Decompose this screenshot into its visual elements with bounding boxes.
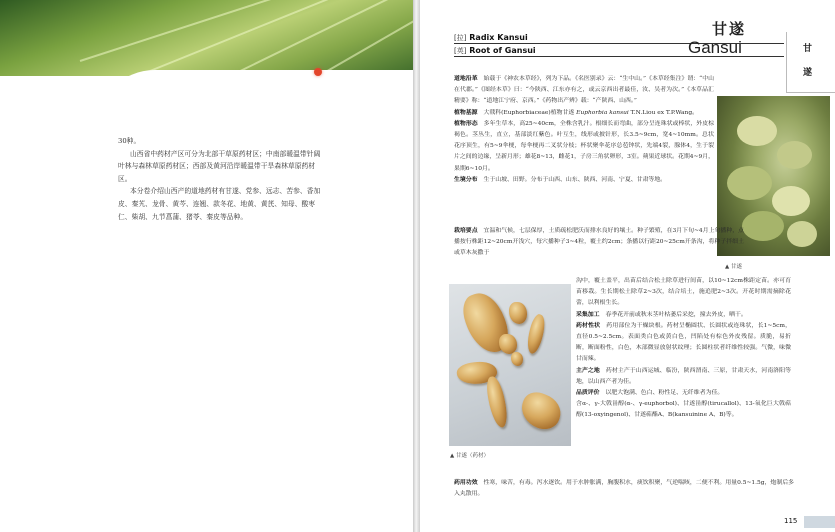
section-morphology: 植物形态 多年生草本，高25~40cm，全株含乳汁。根细长而弯曲，部分呈连珠状或棒状，外皮棕褐色。茎丛生，直立，基部淡红紫色。叶互生，线形或披针形，长3.5~9cm，宽4~10mm。总状花序顶生，有5~9伞梗，每伞梗再二叉状分枝；杯状聚伞花序总苞钟状，先端4裂，腺体4，生于裂片之间的边缘，呈新月形；雄花8~13，雌花1，子房三角状卵形，3室。蒴果近球状。花期4~9月，果期6~10月。 (454, 120, 715, 172)
section-quality: 品质评价 以肥大饱满、色白、粉性足、无纤维者为佳。 (576, 390, 724, 397)
section-region: 主产之地 药材主产于山西运城、临汾，陕西渭南、三原，甘肃天水，河南洛阳等地，以山西产者为佳。 (576, 367, 792, 385)
section-cultivation: 栽培要点 宜温和气候，七层保厚，土质疏松肥沃而排水良好的壤土。种子繁殖，在3月下旬~4月上旬播种，点播按行株距12~20cm开浅穴，每穴播种子3~4粒，覆土约2cm；条播以行距20~25cm开条沟，将种子拌细土或草木灰撒于 (454, 228, 744, 257)
thumb-char: 甘 (803, 44, 813, 54)
section-traits: 药材性状 药用部位为干燥块根。药材呈椭圆状、长圆状或连珠状，长1~5cm，直径0.5~2.5cm。表面类白色或黄白色，凹陷处有棕色外皮残留。质脆，易折断，断面粉性，白色，木部微显放射状纹理；长圆柱状者纤维性较强。气微，味微甘而辣。 (576, 322, 792, 363)
leaf-banner-photo (0, 0, 413, 76)
latin-bracket: [拉] (454, 34, 467, 42)
pinyin-title: Gansui (688, 38, 742, 57)
thumb-index-tab (786, 32, 835, 93)
text-block-cultivation (454, 226, 744, 260)
section-harvest: 采集加工 春季花开前或秋末茎叶枯萎后采挖，撞去外皮，晒干。 (576, 311, 747, 318)
paragraph: 山西省中药材产区可分为北部干草原药材区；中南部暖温带针阔叶林与森林草原药材区；西部及黄河沿岸暖温带干旱森林草原药材区。 (118, 149, 321, 183)
paragraph: 本分卷介绍山西产的道地药材有甘遂、党参、远志、苦参、香加皮、秦艽、龙骨、黄芩、连翘、款冬花、地黄、黄芪、知母、酸枣仁、柴胡、九节菖蒲、猪苓、秦皮等品种。 (118, 187, 321, 221)
thumb-char: 遂 (803, 68, 813, 78)
english-bracket: [英] (454, 47, 467, 55)
text-block-bottom (454, 478, 794, 500)
book-spine (413, 0, 420, 532)
plant-photo-caption: ▲ 甘遂 (725, 264, 742, 270)
english-name: Root of Gansui (469, 46, 536, 55)
latin-name-line (454, 33, 528, 43)
section-origin: 道地沿革 始载于《神农本草经》，列为下品。《名医别录》云：“生中山。”《本草经集注》谓：“中山在代郡。”《图经本草》曰：“今陕西、江东亦有之，或云京西出者最佳，汝、吴者为次。”《本草品汇精要》称：“道地江宁府、京西。”《药物出产辨》载：“产陕西、山西。” (454, 76, 715, 105)
section-basis: 植物基源 大戟科(Euphorbiaceae)植物甘遂 Euphorbia kansui T.N.Liou ex T.P.Wang。 (454, 109, 699, 116)
section-chemistry: 含α-、γ-大戟甾醇(α-、γ-euphorbol)、甘遂甾醇(tirucallol)、13-氧化巨大戟萜醇(13-oxyingenol)、甘遂萜酯A、B(kansuinine A、B)等。 (576, 401, 791, 419)
english-name-line (454, 46, 536, 56)
text-block-middle (576, 276, 791, 422)
decorative-dot (314, 68, 322, 76)
left-page-text (118, 135, 324, 223)
corner-mark (804, 516, 835, 528)
latin-name: Radix Kansui (469, 33, 528, 42)
chinese-title: 甘遂 (712, 20, 747, 38)
right-page (420, 0, 835, 532)
section-usage: 药用功效 性寒，味苦，有毒。泻水逐饮。用于水肿胀满，胸腹积水，痰饮积聚，气逆喘咳，二便不利。用量0.5~1.5g，炮制后多入丸散用。 (454, 480, 795, 498)
section-cultivation-cont: 沟中，覆土盖平，出苗后结合松土除草进行间苗，以10~12cm株距定苗。亦可育苗移栽。生长期松土除草2~3次，结合培土，施追肥2~3次。开花时期需摘除花蕾，以利根生长。 (576, 278, 791, 307)
left-page (0, 0, 413, 532)
section-habitat: 生境分布 生于山坡、田野。分布于山西、山东、陕西、河南、宁夏、甘肃等地。 (454, 176, 667, 183)
page-number: 115 (784, 517, 798, 525)
root-photo-caption: ▲ 甘遂（药材） (450, 453, 489, 459)
root-material-photo (449, 284, 571, 446)
paragraph: 30种。 (118, 137, 141, 145)
text-block-top (454, 74, 714, 186)
